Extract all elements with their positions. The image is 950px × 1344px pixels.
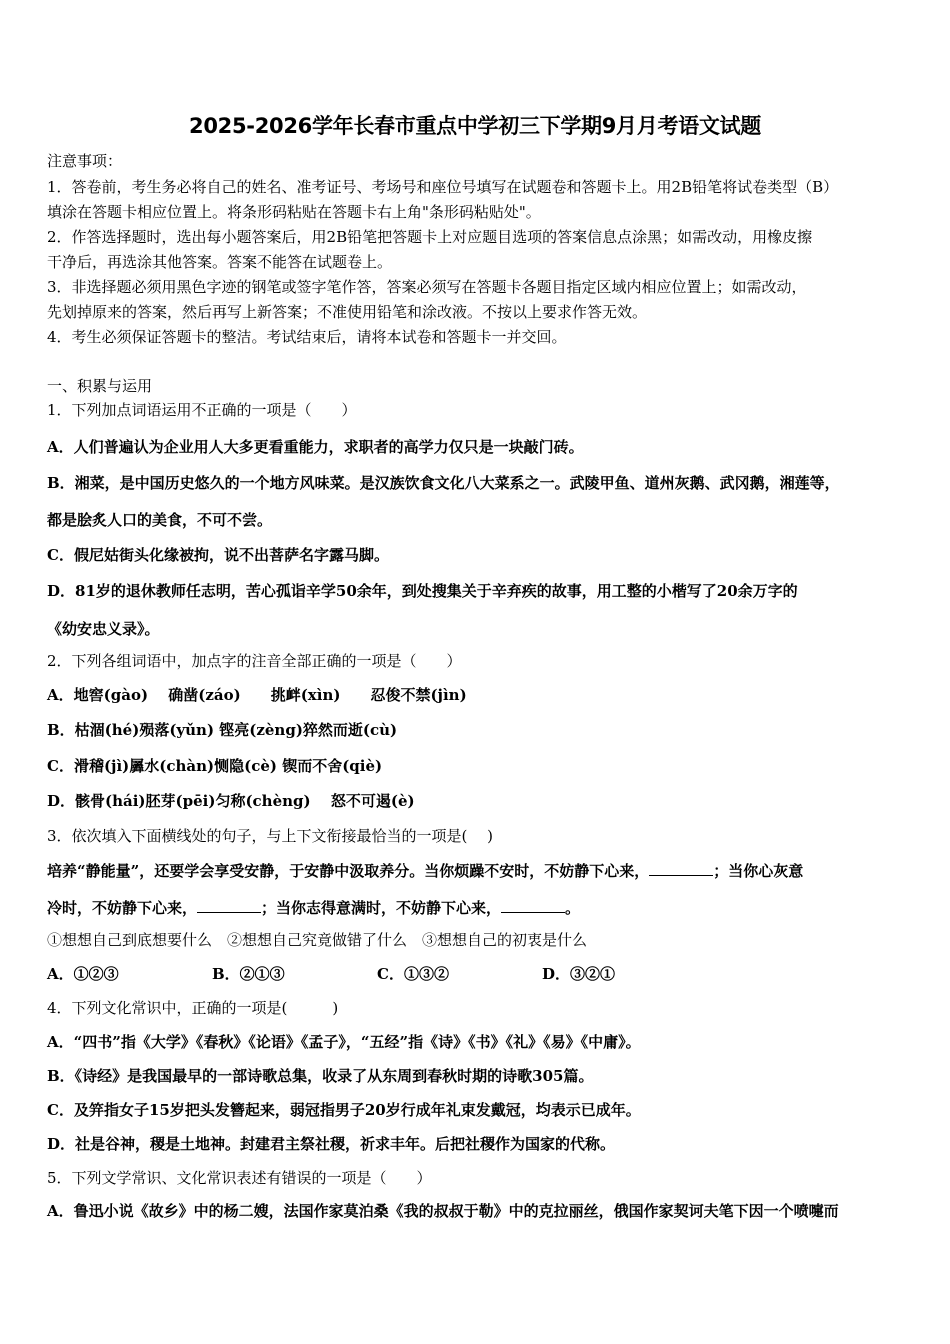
- option-b-continued: 都是脍炙人口的美食，不可不尝。: [47, 511, 273, 529]
- page-title: 2025-2026学年长春市重点中学初三下学期9月月考语文试题: [189, 114, 761, 138]
- fill-blank: [197, 898, 261, 913]
- passage-text: 。: [565, 899, 581, 917]
- option-d-continued: 《幼安忠义录》。: [47, 620, 160, 638]
- fill-blank: [501, 898, 565, 913]
- question-stem: 1．下列加点词语运用不正确的一项是（ ）: [47, 401, 357, 419]
- option-d: D．骸骨(hái)胚芽(pēi)匀称(chèng) 怒不可遏(è): [47, 792, 415, 810]
- fill-blank: [649, 861, 713, 876]
- notice-line: 干净后，再选涂其他答案。答案不能答在试题卷上。: [47, 253, 393, 271]
- notice-line: 填涂在答题卡相应位置上。将条形码粘贴在答题卡右上角"条形码粘贴处"。: [47, 203, 541, 221]
- option-a: A．“四书”指《大学》《春秋》《论语》《孟子》，“五经”指《诗》《书》《礼》《易》《中庸》。: [47, 1033, 641, 1051]
- passage-line: [47, 861, 803, 881]
- passage-line: [47, 898, 580, 918]
- notice-line: 1．答卷前，考生务必将自己的姓名、准考证号、考场号和座位号填写在试题卷和答题卡上。用2B铅笔将试卷类型（B）: [47, 178, 839, 196]
- option-a: A．①②③: [47, 965, 119, 983]
- notice-line: 2．作答选择题时，选出每小题答案后，用2B铅笔把答题卡上对应题目选项的答案信息点涂黑；如需改动，用橡皮擦: [47, 228, 813, 246]
- question-stem: 4．下列文化常识中，正确的一项是( ): [47, 999, 339, 1017]
- notice-heading: 注意事项：: [47, 152, 123, 170]
- option-b: B．②①③: [212, 965, 285, 983]
- section-heading: 一、积累与运用: [47, 377, 153, 395]
- question-stem: 5．下列文学常识、文化常识表述有错误的一项是（ ）: [47, 1169, 432, 1187]
- option-a: A．鲁迅小说《故乡》中的杨二嫂，法国作家莫泊桑《我的叔叔于勒》中的克拉丽丝，俄国作家契诃夫笔下因一个喷嚏而: [47, 1202, 839, 1220]
- question-stem: 3．依次填入下面横线处的句子，与上下文衔接最恰当的一项是( ): [47, 827, 494, 845]
- option-a: A．地窖(gào) 确凿(záo) 挑衅(xìn) 忍俊不禁(jìn): [47, 686, 467, 704]
- option-c: C．滑稽(jì)羼水(chàn)恻隐(cè) 锲而不舍(qiè): [47, 757, 383, 775]
- notice-line: 3．非选择题必须用黑色字迹的钢笔或签字笔作答，答案必须写在答题卡各题目指定区域内相应位置上；如需改动，: [47, 278, 807, 296]
- option-c: C．①③②: [377, 965, 449, 983]
- option-d: D．社是谷神，稷是土地神。封建君主祭社稷，祈求丰年。后把社稷作为国家的代称。: [47, 1135, 616, 1153]
- passage-text: ；当你心灰意: [713, 862, 804, 880]
- passage-text: ；当你志得意满时，不妨静下心来，: [261, 899, 502, 917]
- option-c: C．假尼姑街头化缘被拘，说不出菩萨名字露马脚。: [47, 546, 389, 564]
- passage-text: 培养“静能量”，还要学会享受安静，于安静中汲取养分。当你烦躁不安时，不妨静下心来，: [47, 862, 650, 880]
- sentence-items: ①想想自己到底想要什么 ②想想自己究竟做错了什么 ③想想自己的初衷是什么: [47, 931, 588, 949]
- passage-text: 冷时，不妨静下心来，: [47, 899, 198, 917]
- option-b: B．枯涸(hé)殒落(yǔn) 铿亮(zèng)猝然而逝(cù): [47, 721, 398, 739]
- option-c: C．及笄指女子15岁把头发簪起来，弱冠指男子20岁行成年礼束发戴冠，均表示已成年。: [47, 1101, 641, 1119]
- notice-line: 先划掉原来的答案，然后再写上新答案；不准使用铅笔和涂改液。不按以上要求作答无效。: [47, 303, 648, 321]
- option-a: A．人们普遍认为企业用人大多更看重能力，求职者的高学力仅只是一块敲门砖。: [47, 438, 584, 456]
- option-b: B．《诗经》是我国最早的一部诗歌总集，收录了从东周到春秋时期的诗歌305篇。: [47, 1067, 594, 1085]
- option-b: B．湘菜，是中国历史悠久的一个地方风味菜。是汉族饮食文化八大菜系之一。武陵甲鱼、道州灰鹅、武冈鹅，湘莲等，: [47, 474, 840, 492]
- option-d: D．81岁的退休教师任志明，苦心孤诣辛学50余年，到处搜集关于辛弃疾的故事，用工整的小楷写了20余万字的: [47, 582, 798, 600]
- question-stem: 2．下列各组词语中，加点字的注音全部正确的一项是（ ）: [47, 652, 462, 670]
- notice-line: 4．考生必须保证答题卡的整洁。考试结束后，请将本试卷和答题卡一并交回。: [47, 328, 567, 346]
- option-d: D．③②①: [542, 965, 616, 983]
